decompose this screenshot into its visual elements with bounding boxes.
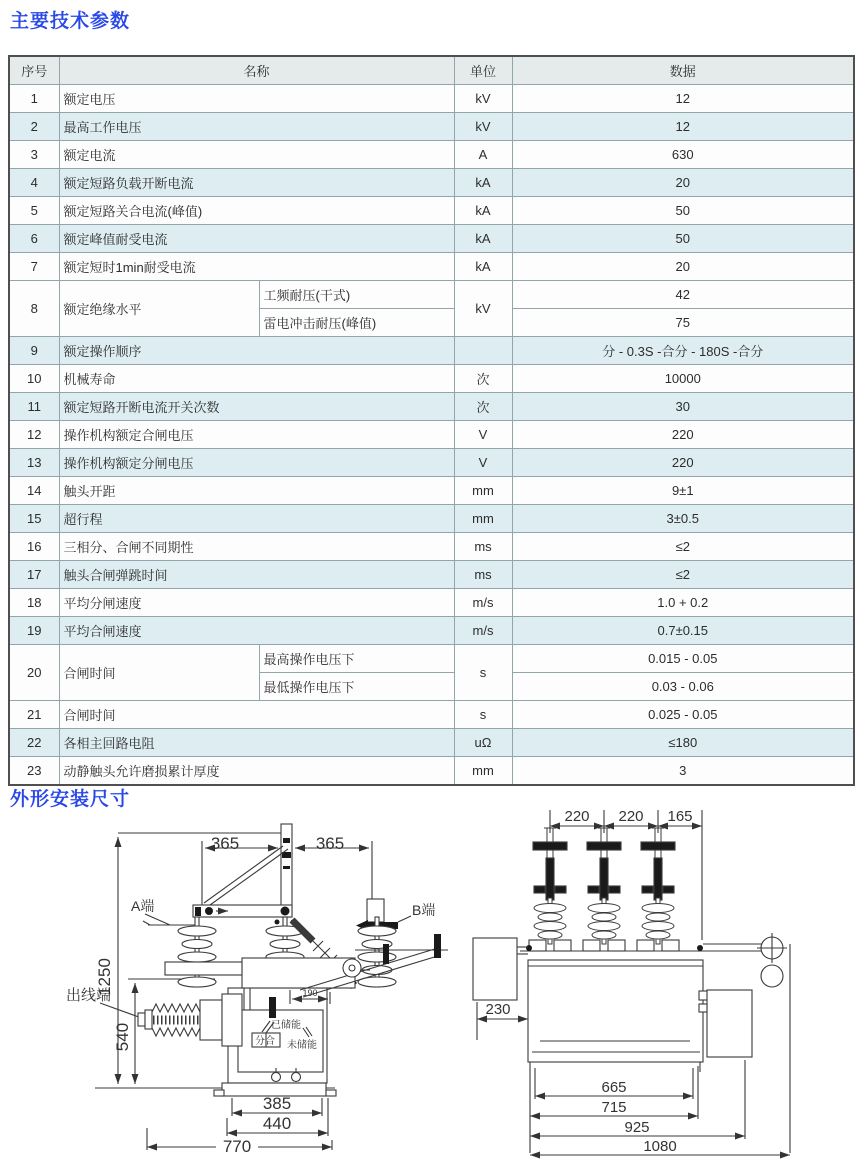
row-name: 额定电压 [59,85,454,113]
row-subname: 最高操作电压下 [259,645,454,673]
row-unit: kA [454,169,512,197]
dim-label-165: 165 [667,808,693,825]
row-value: 12 [512,113,854,141]
row-name: 机械寿命 [59,365,454,393]
row-value: 0.7±0.15 [512,617,854,645]
table-row [9,449,854,477]
row-unit: s [454,701,512,729]
row-unit: A [454,141,512,169]
row-name: 触头开距 [59,477,454,505]
row-unit: 次 [454,393,512,421]
row-value: 220 [512,449,854,477]
table-row [9,365,854,393]
table-row [9,505,854,533]
row-number: 10 [9,365,59,393]
row-number: 5 [9,197,59,225]
row-value: 3 [512,757,854,786]
row-value: 0.03 - 0.06 [512,673,854,701]
dim-label-230: 230 [485,1001,511,1018]
row-number: 18 [9,589,59,617]
table-row [9,281,854,309]
energy-not-stored-label: 未储能 [287,1040,317,1051]
row-number: 8 [9,281,59,337]
dim-label-220-2: 220 [618,808,644,825]
row-number: 11 [9,393,59,421]
row-name: 额定峰值耐受电流 [59,225,454,253]
row-name: 额定短路负载开断电流 [59,169,454,197]
table-row [9,113,854,141]
row-value: 75 [512,309,854,337]
table-row [9,645,854,673]
row-value: 20 [512,169,854,197]
table-row [9,477,854,505]
table-row [9,197,854,225]
row-value: 50 [512,225,854,253]
dim-label-540: 540 [113,1022,132,1052]
table-row [9,421,854,449]
row-unit: kV [454,281,512,337]
row-subname: 最低操作电压下 [259,673,454,701]
row-subname: 雷电冲击耐压(峰值) [259,309,454,337]
dim-label-770: 770 [222,1137,252,1156]
row-unit: mm [454,505,512,533]
row-number: 1 [9,85,59,113]
row-value: 630 [512,141,854,169]
table-row [9,589,854,617]
row-name: 平均合闸速度 [59,617,454,645]
row-name: 各相主回路电阻 [59,729,454,757]
row-unit: ms [454,561,512,589]
row-value: 0.015 - 0.05 [512,645,854,673]
row-name: 额定电流 [59,141,454,169]
row-number: 13 [9,449,59,477]
table-row [9,337,854,365]
row-name: 额定绝缘水平 [59,281,259,337]
table-row [9,169,854,197]
row-number: 3 [9,141,59,169]
row-unit: m/s [454,589,512,617]
row-value: 3±0.5 [512,505,854,533]
row-name: 额定操作顺序 [59,337,454,365]
row-unit: kA [454,253,512,281]
dimension-drawings [0,795,867,1175]
dim-label-1080: 1080 [643,1138,677,1155]
dim-label-190: 190 [302,988,318,998]
row-value: ≤180 [512,729,854,757]
row-number: 21 [9,701,59,729]
row-subname: 工频耐压(干式) [259,281,454,309]
row-number: 16 [9,533,59,561]
dim-label-925: 925 [624,1119,650,1136]
dim-label-385: 385 [262,1094,292,1113]
dim-label-665: 665 [601,1079,627,1096]
dim-label-1250: 1250 [95,958,114,996]
row-number: 4 [9,169,59,197]
row-name: 三相分、合闸不同期性 [59,533,454,561]
row-name: 额定短路开断电流开关次数 [59,393,454,421]
row-name: 额定短时1min耐受电流 [59,253,454,281]
table-header-row [9,56,854,85]
row-name: 超行程 [59,505,454,533]
table-row [9,393,854,421]
tech-params-table [8,55,855,786]
row-number: 17 [9,561,59,589]
row-name: 最高工作电压 [59,113,454,141]
row-number: 2 [9,113,59,141]
row-value: 1.0 + 0.2 [512,589,854,617]
row-number: 7 [9,253,59,281]
row-unit: 次 [454,365,512,393]
row-number: 14 [9,477,59,505]
row-name: 合闸时间 [59,645,259,701]
row-name: 触头合闸弹跳时间 [59,561,454,589]
dim-label-220-1: 220 [564,808,590,825]
table-row [9,757,854,786]
row-unit: kV [454,113,512,141]
table-row [9,85,854,113]
row-unit: mm [454,757,512,786]
row-number: 23 [9,757,59,786]
section-title-dimensions: 外形安装尺寸 [10,789,131,810]
dim-label-715: 715 [601,1099,627,1116]
row-number: 6 [9,225,59,253]
row-unit: ms [454,533,512,561]
row-value: 10000 [512,365,854,393]
table-row [9,533,854,561]
col-header-unit: 单位 [454,56,512,85]
table-row [9,729,854,757]
row-unit: V [454,449,512,477]
row-number: 15 [9,505,59,533]
row-value: ≤2 [512,561,854,589]
row-value: 50 [512,197,854,225]
col-header-no: 序号 [9,56,59,85]
energy-stored-label: 已储能 [271,1020,301,1031]
open-close-label: 分合 [255,1036,275,1047]
row-value: ≤2 [512,533,854,561]
row-value: 9±1 [512,477,854,505]
row-unit: mm [454,477,512,505]
row-name: 操作机构额定分闸电压 [59,449,454,477]
row-number: 12 [9,421,59,449]
page-title: 主要技术参数 [10,11,131,32]
row-unit: V [454,421,512,449]
row-unit: kA [454,225,512,253]
row-number: 22 [9,729,59,757]
terminal-a-label: A端 [131,898,155,914]
table-row [9,253,854,281]
row-name: 动静触头允许磨损累计厚度 [59,757,454,786]
row-number: 19 [9,617,59,645]
params-tbody [9,85,854,786]
row-name: 平均分闸速度 [59,589,454,617]
terminal-b-label: B端 [412,902,436,918]
row-value: 分 - 0.3S -合分 - 180S -合分 [512,337,854,365]
table-row [9,141,854,169]
row-value: 42 [512,281,854,309]
outlet-terminal-label: 出线端 [66,987,112,1004]
table-row [9,701,854,729]
row-number: 9 [9,337,59,365]
row-unit: s [454,645,512,701]
row-name: 额定短路关合电流(峰值) [59,197,454,225]
row-name: 操作机构额定合闸电压 [59,421,454,449]
table-row [9,617,854,645]
col-header-name: 名称 [59,56,454,85]
row-unit [454,337,512,365]
row-value: 220 [512,421,854,449]
row-unit: m/s [454,617,512,645]
row-unit: kA [454,197,512,225]
row-value: 12 [512,85,854,113]
dim-label-365-left: 365 [210,834,240,853]
row-number: 20 [9,645,59,701]
row-value: 0.025 - 0.05 [512,701,854,729]
table-row [9,225,854,253]
row-value: 20 [512,253,854,281]
front-view-drawing [473,810,790,1155]
table-row [9,561,854,589]
row-name: 合闸时间 [59,701,454,729]
dim-label-440: 440 [262,1114,292,1133]
row-value: 30 [512,393,854,421]
dim-label-365-right: 365 [315,834,345,853]
row-unit: kV [454,85,512,113]
row-unit: uΩ [454,729,512,757]
col-header-data: 数据 [512,56,854,85]
